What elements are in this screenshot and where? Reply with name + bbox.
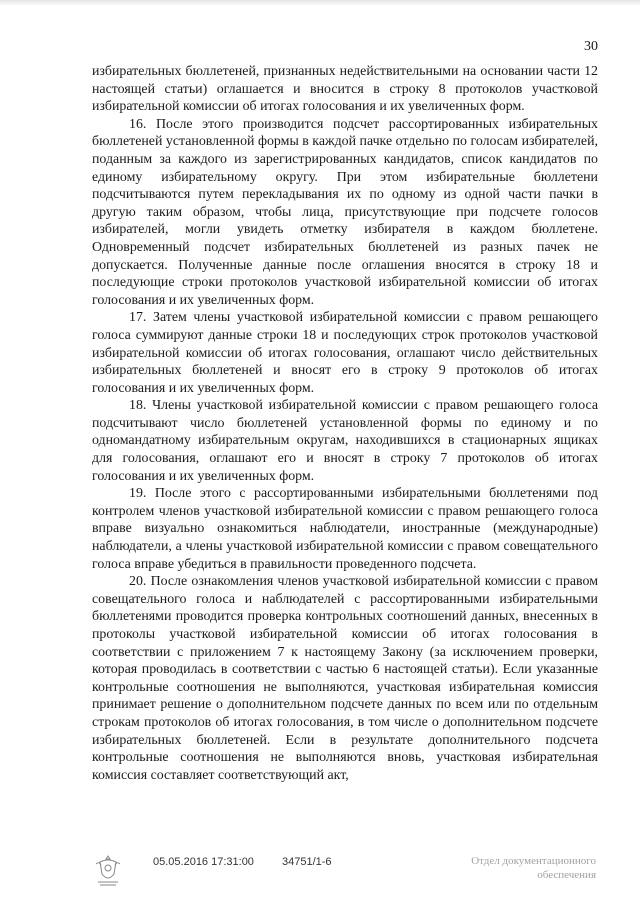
- paragraph-17: 17. Затем члены участковой избирательной комиссии с правом решающего голоса суммируют данные строки 18 и последующих строк протоколов участковой избирательной комиссии об итогах голосования, оглашают число действительных избирательных бюллетеней и вносят его в строку 9 протоколов об итогах голосования и их увеличенных форм.: [92, 310, 598, 396]
- footer-document-code: 34751/1-6: [282, 856, 332, 868]
- paragraph-19: 19. После этого с рассортированными избирательными бюллетенями под контролем членов участковой избирательной комиссии с правом решающего голоса вправе визуально ознакомиться наблюдатели, иностранные (международные) наблюдатели, а члены участковой избирательной комиссии с правом совещательного голоса вправе убедиться в правильности проведенного подсчета.: [92, 486, 598, 572]
- paragraph-20: 20. После ознакомления членов участковой избирательной комиссии с правом совещательного голоса и наблюдателей с рассортированными избирательными бюллетенями проводится проверка контрольных соотношений данных, внесенных в протоколы участковой избирательной комиссии об итогах голосования в соответствии с приложением 7 к настоящему Закону (за исключением проверки, которая проводилась в соответствии с частью 6 настоящей статьи). Если указанные контрольные соотношения не выполняются, участковая избирательная комиссия принимает решение о дополнительном подсчете данных по всем или по отдельным строкам протоколов об итогах голосования, в том числе о дополнительном подсчете избирательных бюллетеней. Если в результате дополнительного подсчета контрольные соотношения не выполняются вновь, участковая избирательная комиссия составляет соответствующий акт,: [92, 574, 598, 783]
- paragraph-16: 16. После этого производится подсчет рассортированных избирательных бюллетеней установленной формы в каждой пачке отдельно по голосам избирателей, поданным за каждого из зарегистрированных кандидатов, список кандидатов по единому избирательному округу. При этом избирательные бюллетени подсчитываются путем перекладывания их по одному из одной части пачки в другую таким образом, чтобы лица, присутствующие при подсчете голосов избирателей, могли увидеть отметку избирателя в каждом бюллетене. Одновременный подсчет избирательных бюллетеней из разных пачек не допускается. Полученные данные после оглашения вносятся в строку 18 и последующие строки протоколов участковой избирательной комиссии об итогах голосования и их увеличенных форм.: [92, 116, 598, 308]
- document-body: [92, 63, 598, 784]
- scan-edge: [0, 0, 640, 6]
- stamp-line-2: обеспечения: [537, 869, 596, 881]
- paragraph-continuation: избирательных бюллетеней, признанных недействительными на основании части 12 настоящей статьи) оглашается и вносится в строку 8 протоколов участковой избирательной комиссии об итогах голосования и их увеличенных форм.: [92, 64, 598, 115]
- coat-of-arms-icon: [90, 852, 126, 888]
- paragraph-18: 18. Члены участковой избирательной комиссии с правом решающего голоса подсчитывают число бюллетеней установленной формы по единому и по одномандатному избирательным округам, находившихся в стационарных ящиках для голосования, оглашают его и вносят в строку 7 протоколов об итогах голосования и их увеличенных форм.: [92, 398, 598, 484]
- department-stamp: [446, 854, 596, 882]
- page-number: 30: [584, 39, 598, 54]
- footer-date-time: 05.05.2016 17:31:00: [153, 856, 254, 868]
- stamp-line-1: Отдел документационного: [471, 855, 596, 867]
